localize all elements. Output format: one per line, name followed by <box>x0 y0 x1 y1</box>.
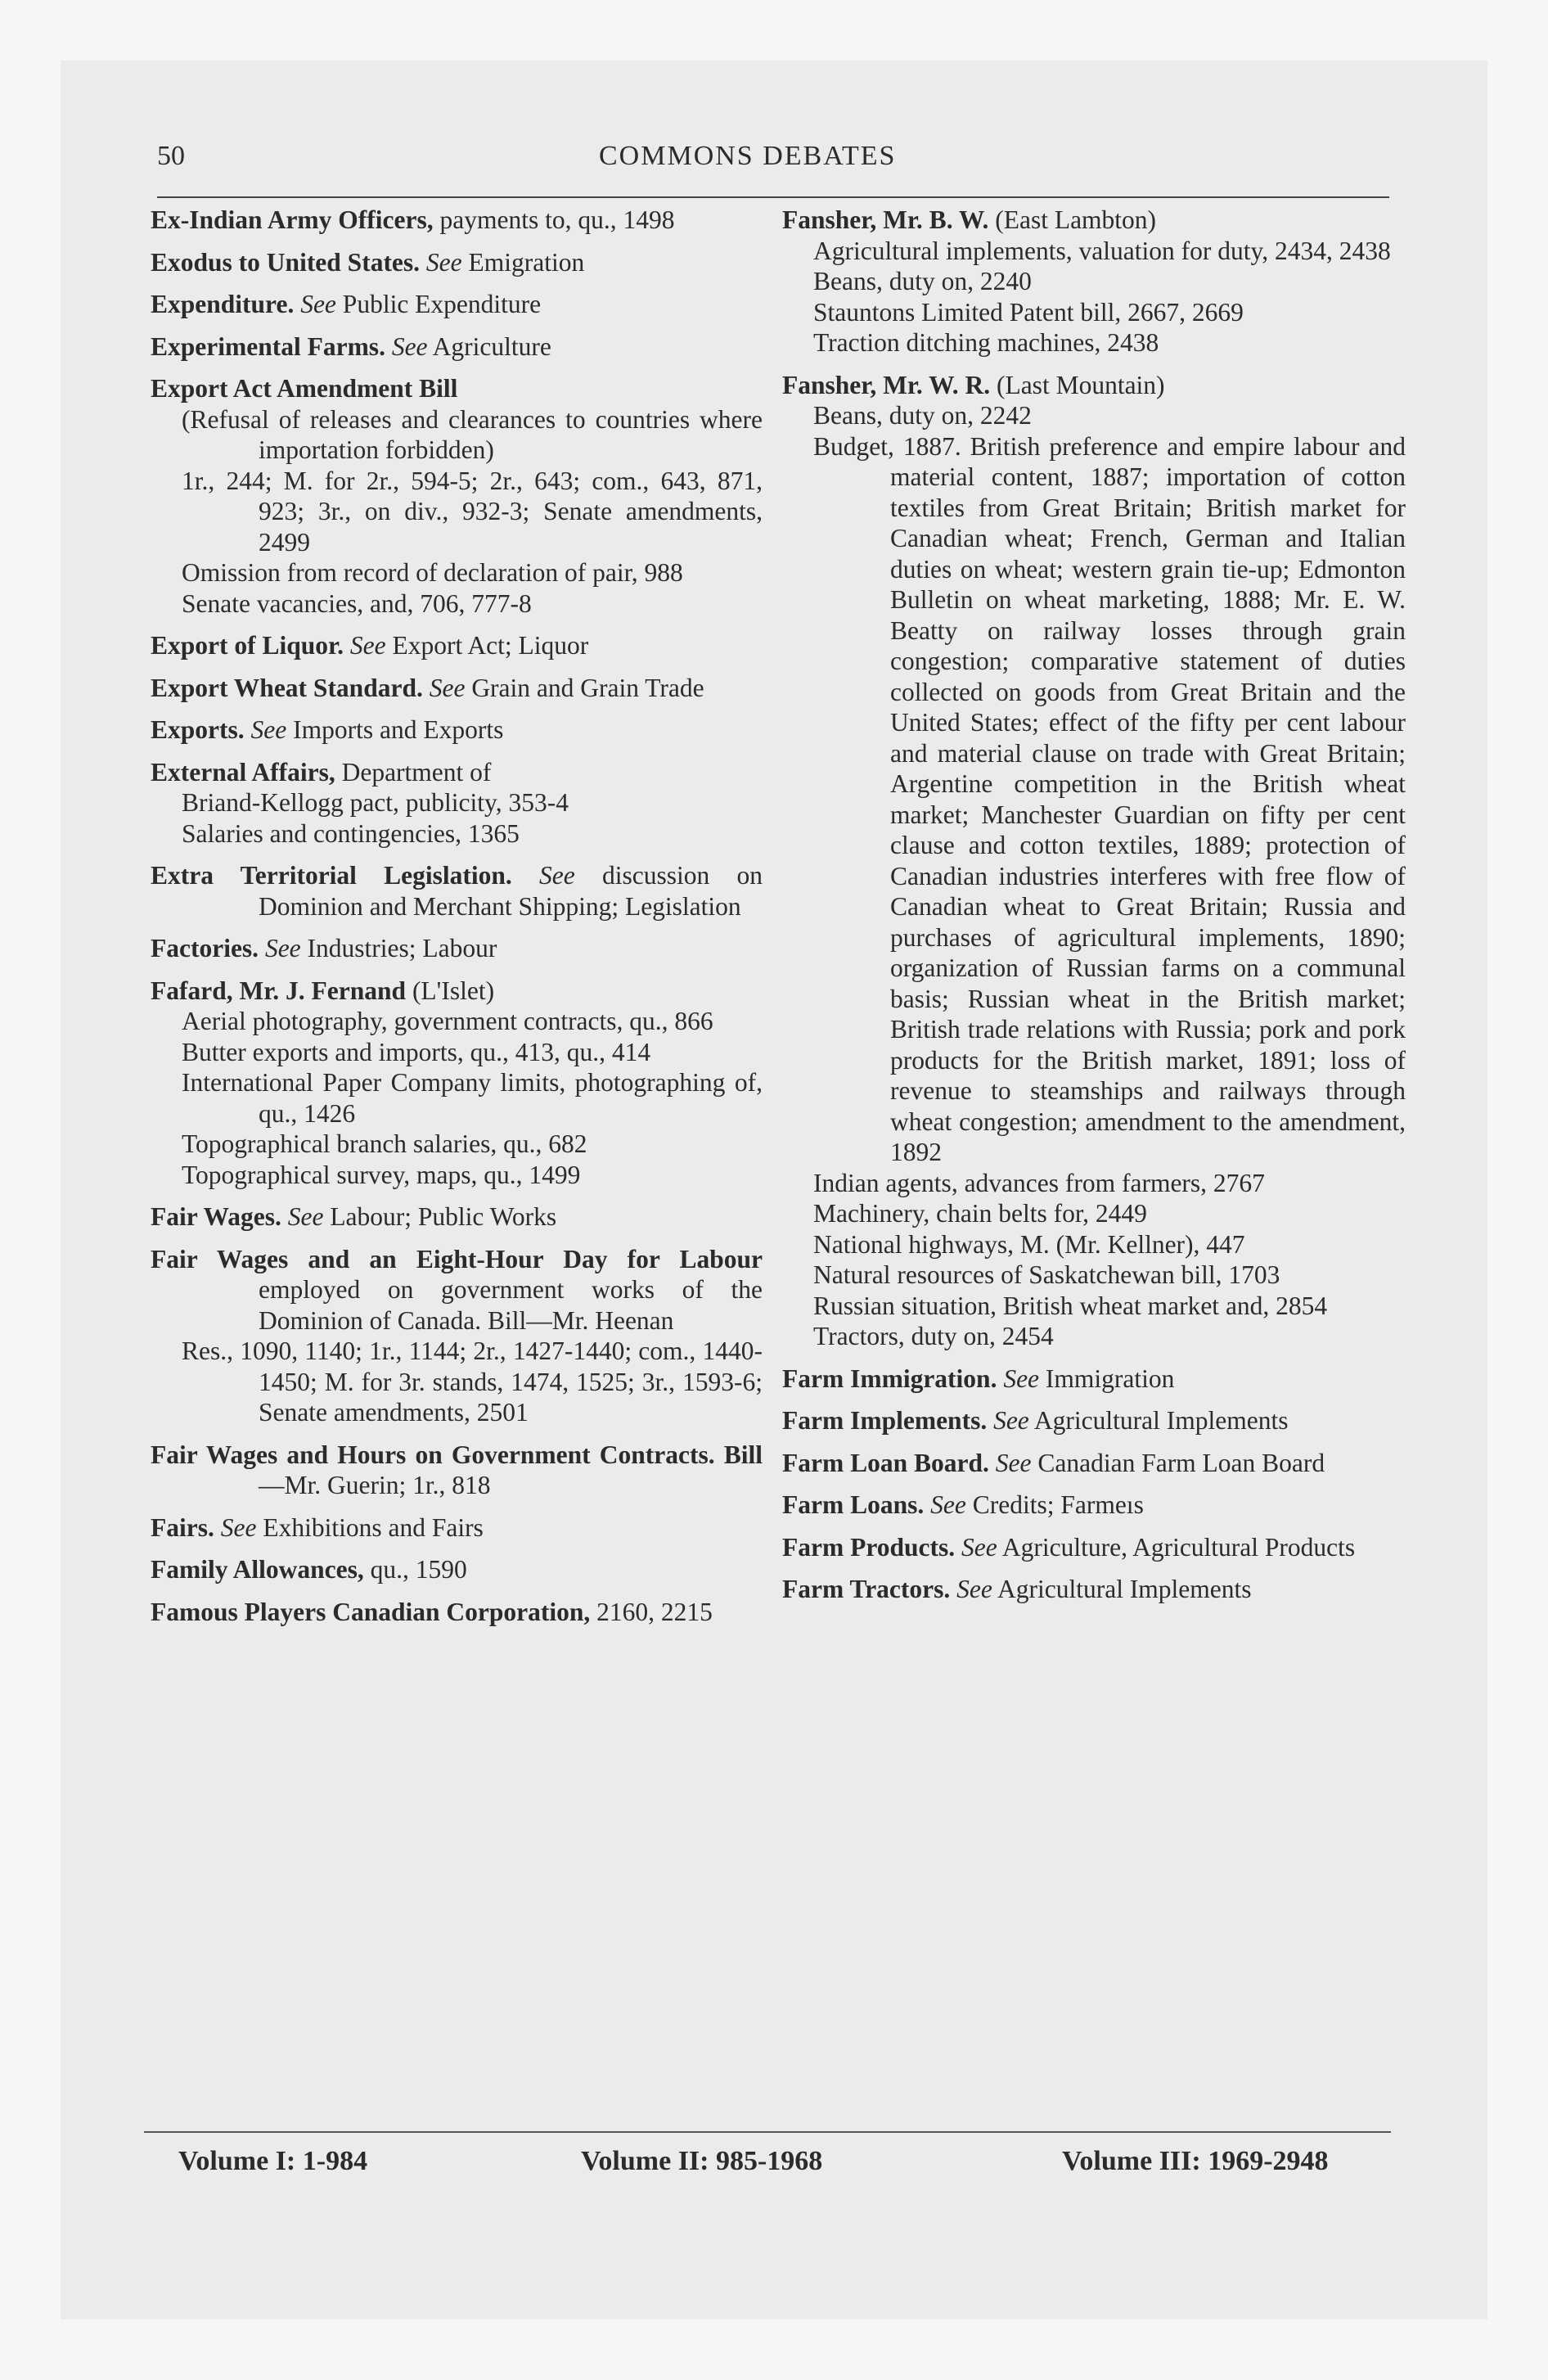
index-entry <box>151 205 763 236</box>
entry-text: Agriculture <box>427 331 551 361</box>
see-reference-label: See <box>220 1512 257 1542</box>
index-entry <box>151 757 763 850</box>
entry-text: Grain and Grain Trade <box>465 673 704 702</box>
see-reference-label: See <box>300 290 336 318</box>
entry-text: (East Lambton) <box>988 205 1157 234</box>
entry-line <box>151 205 763 236</box>
index-entry <box>151 373 763 619</box>
see-reference-label: See <box>539 861 575 890</box>
index-entry <box>151 630 763 661</box>
see-reference-label: See <box>250 715 287 744</box>
page-header <box>157 141 1386 180</box>
subentry: (Refusal of releases and clearances to countries where importation forbidden) <box>182 404 763 464</box>
index-entry <box>151 860 763 922</box>
index-entry <box>782 1490 1406 1521</box>
entry-heading: Farm Immigration. <box>782 1364 997 1393</box>
see-reference-label: See <box>930 1490 966 1519</box>
entry-text: Imports and Exports <box>286 715 504 744</box>
entry-heading: Export of Liquor. <box>151 631 344 660</box>
index-entry <box>151 976 763 1191</box>
subentry: Tractors, duty on, 2454 <box>813 1322 1054 1350</box>
index-entry <box>782 370 1406 1352</box>
index-entry <box>782 1405 1406 1436</box>
entry-text: Labour; Public Works <box>323 1202 557 1231</box>
entry-line <box>782 370 1406 401</box>
entry-heading: Experimental Farms. <box>151 331 385 361</box>
entry-line <box>151 1512 763 1544</box>
index-entry <box>151 714 763 746</box>
subentry: Res., 1090, 1140; 1r., 1144; 2r., 1427-1440; com., 1440-1450; M. for 3r. stands, 1474, 1525; 3r., 1593-6; Senate amendments, 2501 <box>182 1336 763 1427</box>
entry-heading: Fafard, Mr. J. Fernand <box>151 976 407 1005</box>
entry-text: —Mr. Guerin; 1r., 818 <box>259 1471 491 1499</box>
index-entry <box>151 673 763 704</box>
entry-text: Department of <box>335 757 492 787</box>
see-reference-label: See <box>429 673 466 702</box>
entry-line <box>151 714 763 746</box>
entry-line <box>151 630 763 661</box>
entry-heading: Fair Wages and Hours on Government Contracts. Bill <box>151 1440 763 1469</box>
index-entry <box>782 205 1406 358</box>
entry-line <box>151 1597 763 1628</box>
entry-heading: Fansher, Mr. W. R. <box>782 370 991 399</box>
entry-text: (Last Mountain) <box>990 370 1165 399</box>
entry-line <box>151 289 763 320</box>
entry-heading: Farm Tractors. <box>782 1575 951 1603</box>
right-column <box>782 205 1406 1616</box>
entry-heading: Ex-Indian Army Officers, <box>151 205 434 234</box>
subentry: Indian agents, advances from farmers, 2767 <box>813 1168 1265 1197</box>
index-entry <box>151 247 763 278</box>
entry-text: 2160, 2215 <box>590 1597 713 1626</box>
see-reference-label: See <box>391 331 428 361</box>
entry-line <box>151 757 763 788</box>
entry-text: Canadian Farm Loan Board <box>1031 1448 1325 1477</box>
subentry: Traction ditching machines, 2438 <box>813 328 1159 357</box>
header-rule <box>157 196 1389 198</box>
entry-line <box>782 1364 1406 1395</box>
subentry: Butter exports and imports, qu., 413, qu., 414 <box>182 1037 651 1066</box>
entry-line <box>151 1201 763 1233</box>
entry-line <box>151 1440 763 1501</box>
entry-heading: Exports. <box>151 715 245 744</box>
entry-heading: Factories. <box>151 934 259 962</box>
index-entry <box>782 1364 1406 1395</box>
see-reference-label: See <box>349 631 386 660</box>
subentry: Aerial photography, government contracts, qu., 866 <box>182 1007 713 1035</box>
subentry: Stauntons Limited Patent bill, 2667, 2669 <box>813 297 1244 327</box>
entry-text: Agriculture, Agricultural Products <box>997 1532 1356 1562</box>
subentry: Senate vacancies, and, 706, 777-8 <box>182 588 532 618</box>
entry-heading: Fair Wages and an Eight-Hour Day for Labour <box>151 1244 763 1273</box>
entry-heading: Fair Wages. <box>151 1202 281 1231</box>
entry-text: Export Act; Liquor <box>385 631 589 660</box>
index-entry <box>151 933 763 964</box>
subentry: Omission from record of declaration of pair, 988 <box>182 558 683 587</box>
left-column <box>151 205 763 1639</box>
subentry: Budget, 1887. British preference and empire labour and material content, 1887; importation of cotton textiles from Great Britain; British market for Canadian wheat; French, German and Italian duties on wheat; western grain tie-up; Edmonton Bulletin on wheat marketing, 1888; Mr. E. W. Beatty on railway losses through grain congestion; comparative statement of duties collected on goods from Great Britain and the United States; effect of the fifty per cent labour and material clause on trade with Great Britain; Argentine competition in the British wheat market; Manchester Guardian on fifty per cent clause and cotton textiles, 1889; protection of Canadian industries interferes with free flow of Canadian wheat to Great Britain; Russia and purchases of agricultural implements, 1890; organization of Russian farms on a communal basis; Russian wheat in the British market; British trade relations with Russia; pork and pork products for the British market, 1891; loss of revenue to steamships and railways through wheat congestion; amendment to the amendment, 1892 <box>813 431 1406 1166</box>
entry-text: (L'Islet) <box>406 976 495 1005</box>
entry-text: Public Expenditure <box>335 290 542 318</box>
entry-text: Agricultural Implements <box>1028 1406 1289 1435</box>
see-reference-label: See <box>425 247 462 277</box>
subentry: Salaries and contingencies, 1365 <box>182 818 520 848</box>
subentry: Briand-Kellogg pact, publicity, 353-4 <box>182 788 569 817</box>
index-entry <box>151 1597 763 1628</box>
subentry: Russian situation, British wheat market and, 2854 <box>813 1291 1328 1320</box>
see-reference-label: See <box>1003 1364 1040 1393</box>
volume-1-range: Volume I: 1-984 <box>178 2146 368 2176</box>
entry-heading: Famous Players Canadian Corporation, <box>151 1597 591 1626</box>
page-number: 50 <box>157 141 185 171</box>
entry-line <box>151 1244 763 1336</box>
entry-text: qu., 1590 <box>363 1555 467 1584</box>
entry-text: Agricultural Implements <box>992 1575 1252 1603</box>
index-entry <box>151 1201 763 1233</box>
index-entry <box>782 1532 1406 1563</box>
subentry: National highways, M. (Mr. Kellner), 447 <box>813 1229 1245 1259</box>
subentry: Natural resources of Saskatchewan bill, 1703 <box>813 1260 1280 1289</box>
entry-line <box>151 373 763 404</box>
index-entry <box>151 1554 763 1585</box>
entry-line <box>151 331 763 363</box>
entry-line <box>151 860 763 922</box>
entry-line <box>782 1532 1406 1563</box>
index-entry <box>151 1440 763 1501</box>
entry-heading: Farm Loans. <box>782 1490 925 1519</box>
entry-line <box>782 1574 1406 1605</box>
entry-line <box>151 673 763 704</box>
entry-heading: Fairs. <box>151 1512 214 1542</box>
see-reference-label: See <box>993 1406 1029 1435</box>
entry-text: employed on government works of the Dominion of Canada. Bill—Mr. Heenan <box>259 1275 763 1335</box>
entry-heading: Exodus to United States. <box>151 247 421 277</box>
entry-text: Credits; Farmeıs <box>965 1490 1144 1519</box>
see-reference-label: See <box>287 1202 324 1231</box>
entry-heading: Extra Territorial Legislation. <box>151 861 512 890</box>
subentry: Beans, duty on, 2240 <box>813 267 1032 295</box>
index-entry <box>151 289 763 320</box>
entry-heading: External Affairs, <box>151 757 335 787</box>
entry-text: Immigration <box>1039 1364 1175 1393</box>
entry-text: payments to, qu., 1498 <box>433 205 675 234</box>
entry-heading: Export Act Amendment Bill <box>151 374 458 403</box>
subentry: 1r., 244; M. for 2r., 594-5; 2r., 643; com., 643, 871, 923; 3r., on div., 932-3; Senate amendments, 2499 <box>182 466 763 557</box>
subentry: Topographical branch salaries, qu., 682 <box>182 1129 587 1158</box>
entry-line <box>151 1554 763 1585</box>
footer-rule <box>144 2131 1391 2133</box>
entry-line <box>782 205 1406 236</box>
entry-heading: Farm Implements. <box>782 1406 988 1435</box>
entry-heading: Farm Products. <box>782 1532 956 1562</box>
entry-line <box>151 247 763 278</box>
entry-heading: Export Wheat Standard. <box>151 673 423 702</box>
index-entry <box>151 1244 763 1428</box>
index-entry <box>782 1448 1406 1479</box>
subentry: International Paper Company limits, photographing of, qu., 1426 <box>182 1068 763 1128</box>
entry-text: discussion on Dominion and Merchant Shipping; Legislation <box>259 861 763 921</box>
entry-line <box>782 1405 1406 1436</box>
entry-text: Emigration <box>461 247 585 277</box>
index-entry <box>782 1574 1406 1605</box>
entry-heading: Farm Loan Board. <box>782 1448 989 1477</box>
index-entry <box>151 1512 763 1544</box>
entry-heading: Expenditure. <box>151 290 295 318</box>
see-reference-label: See <box>995 1448 1032 1477</box>
subentry: Topographical survey, maps, qu., 1499 <box>182 1160 581 1189</box>
see-reference-label: See <box>264 934 301 962</box>
entry-text: Exhibitions and Fairs <box>256 1512 484 1542</box>
see-reference-label: See <box>956 1575 992 1603</box>
running-title: COMMONS DEBATES <box>599 141 897 171</box>
index-entry <box>151 331 763 363</box>
entry-heading: Family Allowances, <box>151 1555 364 1584</box>
volume-2-range: Volume II: 985-1968 <box>581 2146 823 2176</box>
volume-3-range: Volume III: 1969-2948 <box>1062 2146 1329 2176</box>
volume-footer <box>144 2146 1391 2187</box>
subentry: Machinery, chain belts for, 2449 <box>813 1199 1147 1228</box>
entry-line <box>782 1448 1406 1479</box>
entry-heading: Fansher, Mr. B. W. <box>782 205 989 234</box>
subentry: Agricultural implements, valuation for duty, 2434, 2438 <box>813 236 1391 265</box>
see-reference-label: See <box>961 1532 997 1562</box>
subentry: Beans, duty on, 2242 <box>813 401 1032 430</box>
entry-line <box>151 976 763 1007</box>
entry-line <box>782 1490 1406 1521</box>
entry-text: Industries; Labour <box>300 934 497 962</box>
entry-line <box>151 933 763 964</box>
